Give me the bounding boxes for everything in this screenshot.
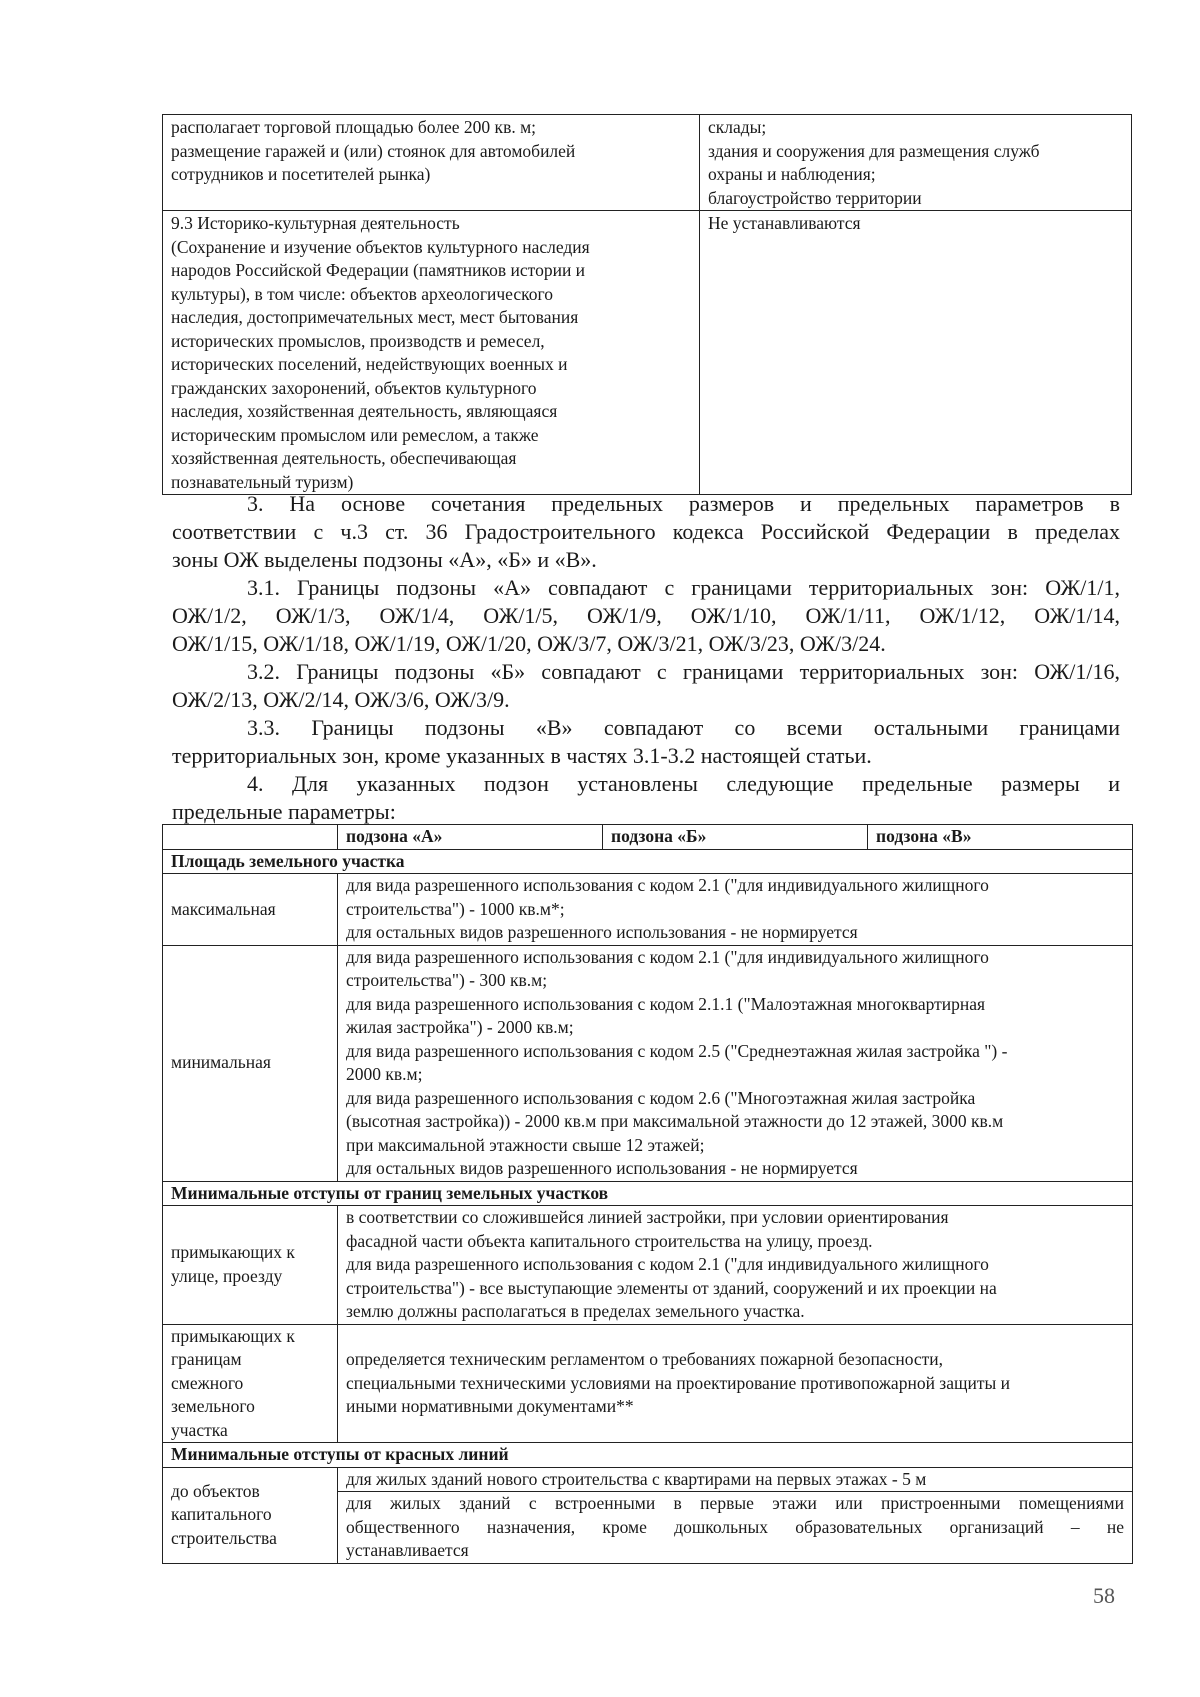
text-line: для вида разрешенного использования с кодом 2.5 ("Среднеэтажная жилая застройка ") -	[346, 1040, 1008, 1061]
section-heading: Площадь земельного участка	[163, 849, 1133, 874]
text-line	[172, 574, 1120, 602]
text-line: территориальных зон, кроме указанных в частях 3.1-3.2 настоящей статьи.	[172, 743, 872, 768]
text-line: строительства") - 300 кв.м;	[346, 970, 548, 990]
text-line: предельные параметры:	[172, 799, 396, 824]
text-line: гражданских захоронений, объектов культурного	[171, 377, 537, 398]
table-row	[163, 874, 1133, 946]
text-line: Не устанавливаются	[708, 213, 861, 233]
row-label: максимальная	[163, 874, 338, 946]
text-line: в соответствии со сложившейся линией застройки, при условии ориентирования	[346, 1207, 949, 1227]
header-subzone-a: подзона «А»	[338, 825, 603, 850]
text-line: при максимальной этажности свыше 12 этажей;	[346, 1134, 705, 1155]
text-line: благоустройство территории	[708, 187, 922, 208]
text-line: наследия, достопримечательных мест, мест бытования	[171, 307, 579, 327]
text-line	[172, 770, 1120, 798]
table-cell	[338, 1324, 1133, 1443]
text-line: землю должны располагаться в пределах земельного участка.	[346, 1301, 805, 1321]
table-cell	[338, 874, 1133, 946]
text-line: устанавливается	[346, 1540, 469, 1560]
header-subzone-b: подзона «Б»	[603, 825, 868, 850]
table-cell	[338, 945, 1133, 1181]
paragraph	[172, 714, 1120, 770]
paragraph	[172, 490, 1120, 574]
section-row	[163, 849, 1133, 874]
text-line: определяется техническим регламентом о требованиях пожарной безопасности,	[346, 1349, 944, 1369]
text-line: здания и сооружения для размещения служб	[708, 140, 1040, 161]
text-line: капитального	[171, 1504, 272, 1525]
table-row	[163, 1324, 1133, 1443]
parameters-table	[162, 824, 1133, 1564]
text-line: культуры), в том числе: объектов археологического	[171, 283, 554, 304]
body-text	[172, 490, 1120, 826]
text-line: исторических поселений, недействующих военных и	[171, 354, 568, 374]
text-line: ОЖ/1/2, ОЖ/1/3, ОЖ/1/4, ОЖ/1/5, ОЖ/1/9, ОЖ/1/10, ОЖ/1/11, ОЖ/1/12, ОЖ/1/14,	[172, 603, 1120, 628]
paragraph-first-line: 4. Для указанных подзон установлены следующие предельные размеры и	[247, 771, 1120, 796]
row-label: минимальная	[163, 945, 338, 1181]
table-cell	[700, 211, 1132, 495]
text-line: для остальных видов разрешенного использования - не нормируется	[346, 1158, 858, 1178]
paragraph-first-line: 3.2. Границы подзоны «Б» совпадают с границами территориальных зон: ОЖ/1/16,	[247, 659, 1120, 684]
table-row	[163, 945, 1133, 1181]
text-line	[172, 658, 1120, 686]
text-line	[172, 490, 1120, 518]
text-line: жилая застройка") - 2000 кв.м;	[346, 1017, 574, 1037]
text-line: историческим промыслом или ремеслом, а также	[171, 424, 539, 445]
text-line: охраны и наблюдения;	[708, 164, 876, 184]
text-line: 9.3 Историко-культурная деятельность	[171, 213, 460, 233]
text-line: смежного	[171, 1372, 244, 1393]
text-line: соответствии с ч.3 ст. 36 Градостроительного кодекса Российской Федерации в пределах	[172, 519, 1120, 544]
section-heading: Минимальные отступы от красных линий	[163, 1443, 1133, 1468]
table-row	[163, 115, 1132, 211]
text-line: ОЖ/2/13, ОЖ/2/14, ОЖ/3/6, ОЖ/3/9.	[172, 687, 510, 712]
paragraph	[172, 574, 1120, 658]
header-subzone-c: подзона «В»	[868, 825, 1133, 850]
text-line: для вида разрешенного использования с кодом 2.1.1 ("Малоэтажная многоквартирная	[346, 993, 986, 1014]
table-row	[163, 1467, 1133, 1492]
table-cell: для жилых зданий нового строительства с квартирами на первых этажах - 5 м	[338, 1467, 1133, 1492]
text-line: познавательный туризм)	[171, 471, 354, 492]
table-row	[163, 1206, 1133, 1325]
text-line: зоны ОЖ выделены подзоны «А», «Б» и «В».	[172, 547, 597, 572]
paragraph-first-line: 3.3. Границы подзоны «В» совпадают со всеми остальными границами	[247, 715, 1120, 740]
text-line: размещение гаражей и (или) стоянок для автомобилей	[171, 140, 576, 161]
text-line: для вида разрешенного использования с кодом 2.1 ("для индивидуального жилищного	[346, 946, 989, 967]
text-line: иными нормативными документами**	[346, 1396, 634, 1416]
text-line: 2000 кв.м;	[346, 1064, 423, 1084]
table-cell	[338, 1206, 1133, 1325]
table-cell	[338, 1492, 1133, 1564]
text-line: строительства") - 1000 кв.м*;	[346, 898, 565, 919]
text-line: примыкающих к	[171, 1325, 295, 1346]
section-row	[163, 1443, 1133, 1468]
text-line: для остальных видов разрешенного использования - не нормируется	[346, 922, 858, 942]
row-label	[163, 1324, 338, 1443]
text-line: строительства") - все выступающие элементы от зданий, сооружений и их проекции на	[346, 1277, 997, 1298]
text-line: для вида разрешенного использования с кодом 2.6 ("Многоэтажная жилая застройка	[346, 1087, 976, 1108]
land-use-table	[162, 114, 1132, 495]
section-heading: Минимальные отступы от границ земельных участков	[163, 1181, 1133, 1206]
table-row	[163, 211, 1132, 495]
text-line	[172, 714, 1120, 742]
text-line: (Сохранение и изучение объектов культурного наследия	[171, 236, 590, 257]
text-line: наследия, хозяйственная деятельность, являющаяся	[171, 401, 558, 421]
page-number: 58	[1093, 1583, 1115, 1608]
text-line: ОЖ/1/15, ОЖ/1/18, ОЖ/1/19, ОЖ/1/20, ОЖ/3/7, ОЖ/3/21, ОЖ/3/23, ОЖ/3/24.	[172, 631, 886, 656]
text-line: народов Российской Федерации (памятников истории и	[171, 260, 586, 280]
table-cell	[163, 825, 338, 850]
text-line: границам	[171, 1349, 242, 1369]
text-line: общественного назначения, кроме дошкольных образовательных организаций – не	[346, 1516, 1124, 1537]
table-header-row	[163, 825, 1133, 850]
paragraph	[172, 658, 1120, 714]
text-line: для вида разрешенного использования с кодом 2.1 ("для индивидуального жилищного	[346, 875, 989, 895]
paragraph-first-line: 3.1. Границы подзоны «А» совпадают с границами территориальных зон: ОЖ/1/1,	[247, 575, 1120, 600]
text-line: улице, проезду	[171, 1265, 283, 1286]
text-line: участка	[171, 1419, 228, 1440]
text-line: сотрудников и посетителей рынка)	[171, 164, 431, 184]
text-line: примыкающих к	[171, 1242, 295, 1263]
text-line: для жилых зданий с встроенными в первые этажи или пристроенными помещениями	[346, 1493, 1124, 1513]
text-line: земельного	[171, 1396, 255, 1416]
text-line: фасадной части объекта капитального строительства на улицу, проезд.	[346, 1230, 873, 1251]
text-line: специальными техническими условиями на проектирование противопожарной защиты и	[346, 1372, 1010, 1393]
row-label	[163, 1206, 338, 1325]
text-line: (высотная застройка)) - 2000 кв.м при максимальной этажности до 12 этажей, 3000 кв.м	[346, 1111, 1004, 1131]
text-line: исторических промыслов, производств и ремесел,	[171, 330, 545, 351]
table-cell	[163, 115, 700, 211]
text-line: для вида разрешенного использования с кодом 2.1 ("для индивидуального жилищного	[346, 1254, 989, 1274]
table-cell	[163, 211, 700, 495]
text-line: располагает торговой площадью более 200 кв. м;	[171, 117, 537, 137]
paragraph	[172, 770, 1120, 826]
paragraph-first-line: 3. На основе сочетания предельных размеров и предельных параметров в	[247, 491, 1120, 516]
row-label	[163, 1467, 338, 1563]
text-line: склады;	[708, 117, 767, 137]
table-cell	[700, 115, 1132, 211]
text-line: строительства	[171, 1527, 277, 1548]
section-row	[163, 1181, 1133, 1206]
text-line: до объектов	[171, 1480, 260, 1501]
text-line: хозяйственная деятельность, обеспечивающая	[171, 448, 517, 468]
